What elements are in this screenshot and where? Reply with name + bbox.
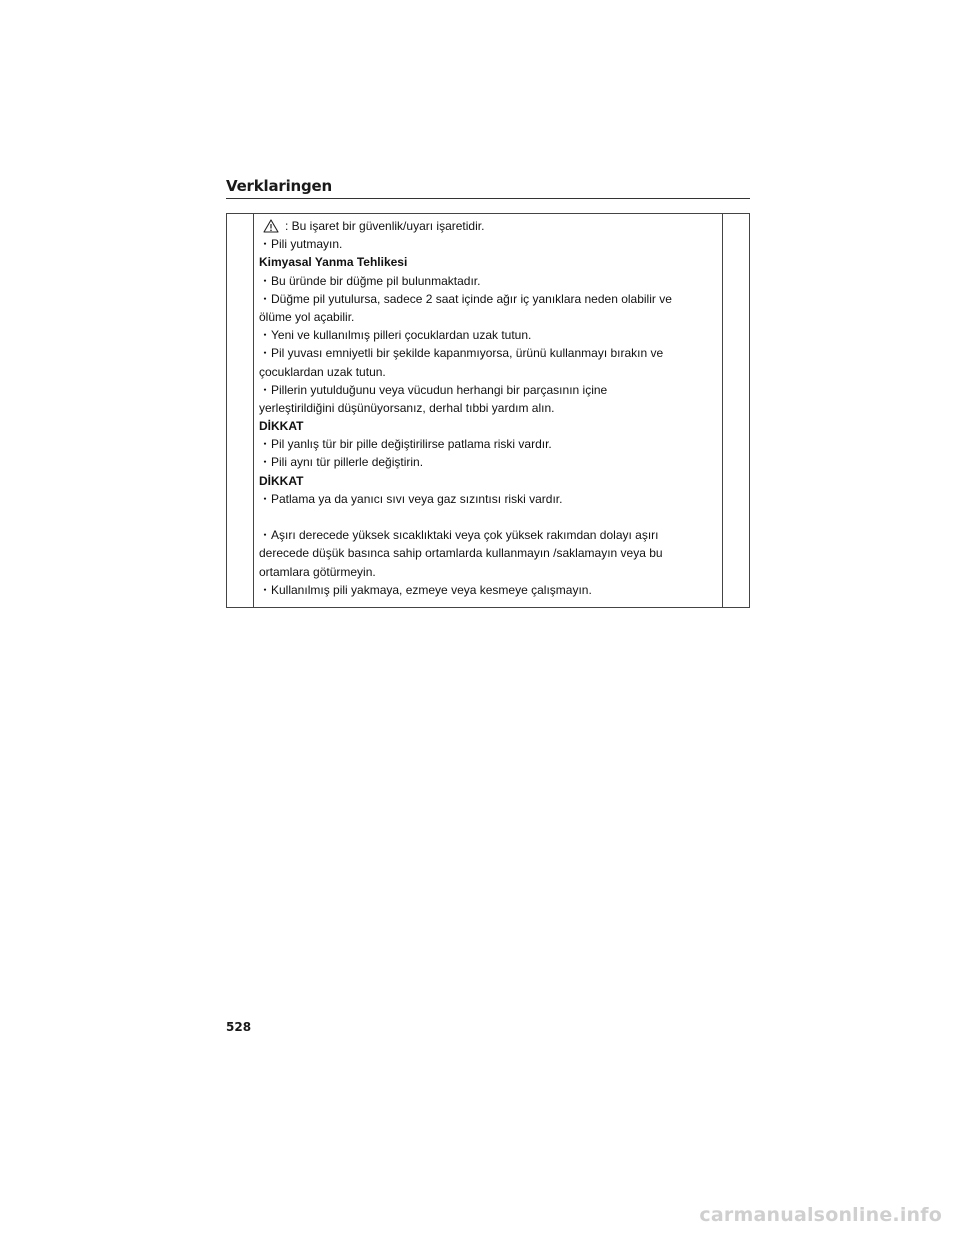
notice-heading: Kimyasal Yanma Tehlikesi [259, 255, 408, 270]
notice-line: ortamlara götürmeyin. [259, 564, 376, 579]
page-number: 528 [226, 1020, 252, 1034]
table-left-column [227, 214, 254, 607]
notice-line: ・Kullanılmış pili yakmaya, ezmeye veya kesmeye çalışmayın. [259, 582, 592, 597]
notice-line: ・Pillerin yutulduğunu veya vücudun herhangi bir parçasının içine [259, 382, 608, 397]
notice-line: ・Aşırı derecede yüksek sıcaklıktaki veya çok yüksek rakımdan dolayı aşırı [259, 528, 659, 543]
notice-line: ・Yeni ve kullanılmış pilleri çocuklardan uzak tutun. [259, 328, 532, 343]
notice-line: yerleştirildiğini düşünüyorsanız, derhal tıbbi yardım alın. [259, 400, 555, 415]
title-divider [226, 198, 750, 199]
watermark: carmanualsonline.info [699, 1204, 942, 1226]
notice-line: ・Pili aynı tür pillerle değiştirin. [259, 455, 424, 470]
warning-triangle-icon [263, 219, 279, 233]
notice-line: ölüme yol açabilir. [259, 309, 355, 324]
warning-symbol-line [259, 217, 722, 235]
notice-line: ・Pil yanlış tür bir pille değiştirilirse patlama riski vardır. [259, 437, 552, 452]
blank-line [259, 508, 722, 526]
notice-heading: DİKKAT [259, 473, 304, 488]
notice-line: derecede düşük basınca sahip ortamlarda kullanmayın /saklamayın veya bu [259, 546, 663, 561]
notice-line: ・Patlama ya da yanıcı sıvı veya gaz sızıntısı riski vardır. [259, 491, 563, 506]
notice-heading: DİKKAT [259, 419, 304, 434]
notice-line: ・Pil yuvası emniyetli bir şekilde kapanmıyorsa, ürünü kullanmayı bırakın ve [259, 346, 664, 361]
table-content-column [254, 214, 722, 607]
section-title: Verklaringen [226, 177, 333, 195]
safety-notice-table [226, 213, 750, 608]
notice-line: çocuklardan uzak tutun. [259, 364, 386, 379]
notice-line: ・Bu üründe bir düğme pil bulunmaktadır. [259, 273, 481, 288]
notice-line: ・Düğme pil yutulursa, sadece 2 saat içinde ağır iç yanıklara neden olabilir ve [259, 291, 672, 306]
warning-symbol-text: : Bu işaret bir güvenlik/uyarı işaretidir. [285, 219, 485, 233]
table-right-column [722, 214, 749, 607]
notice-line: ・Pili yutmayın. [259, 237, 343, 252]
